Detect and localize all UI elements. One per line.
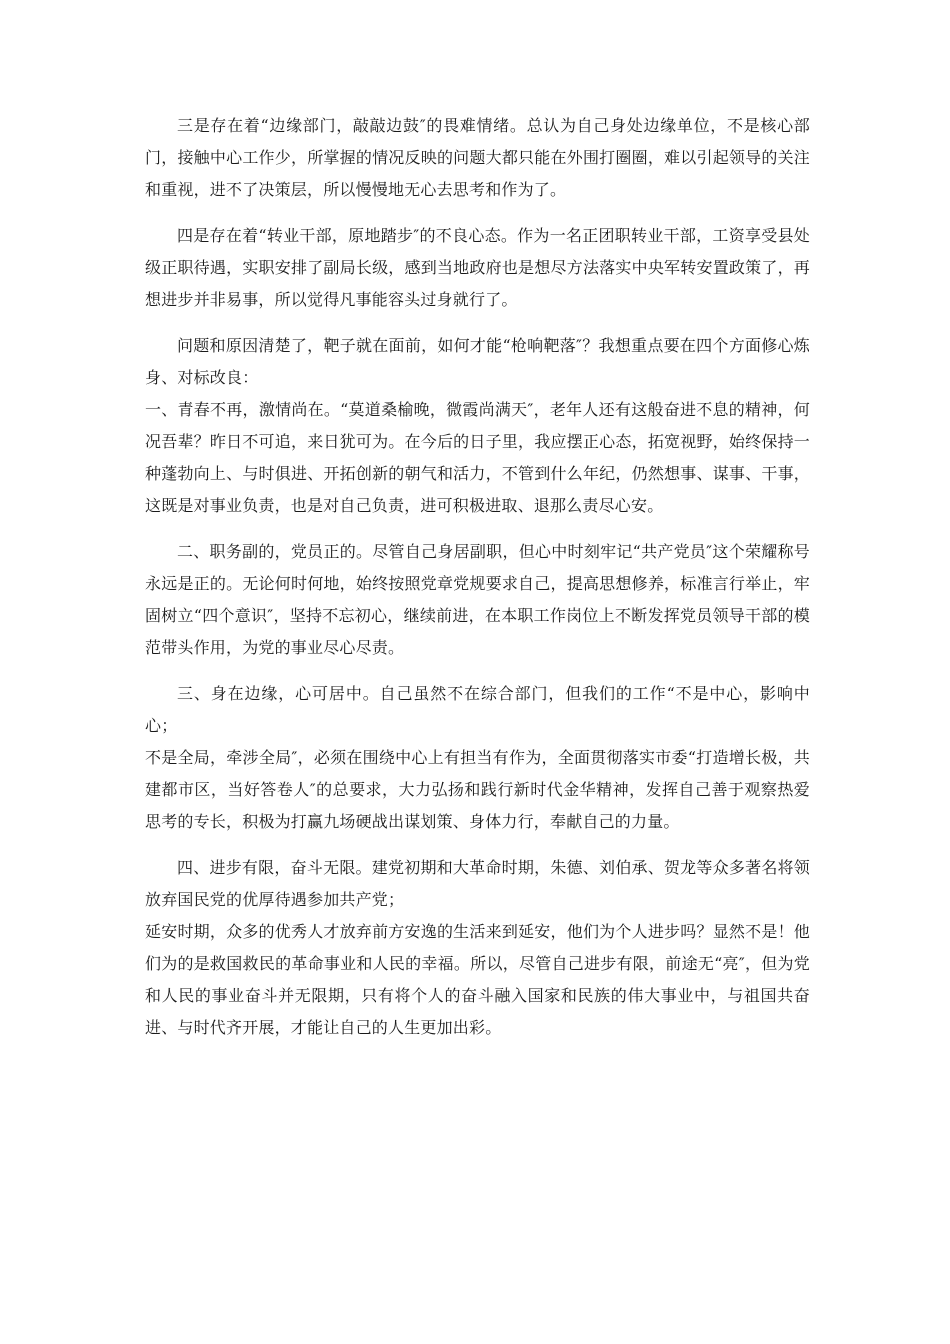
paragraph-point-one: 一、青春不再，激情尚在。“莫道桑榆晚，微霞尚满天″，老年人还有这般奋进不息的精神，何况吾辈？昨日不可追，来日犹可为。在今后的日子里，我应摆正心态，拓宽视野，始终保持一种蓬勃向上、与时俱进、开拓创新的朝气和活力，不管到什么年纪，仍然想事、谋事、干事，这既是对事业负责，也是对自己负责，进可积极进取、退那么责尽心安。	[145, 400, 810, 515]
document-body	[145, 110, 810, 1044]
paragraph-point-four-start: 四、进步有限，奋斗无限。建党初期和大革命时期，朱德、刘伯承、贺龙等众多著名将领放弃国民党的优厚待遇参加共产党；	[145, 858, 810, 909]
paragraph-problem-summary: 问题和原因清楚了，靶子就在面前，如何才能“枪响靶落″？我想重点要在四个方面修心炼身、对标改良：	[145, 336, 810, 387]
paragraph-transferred-cadre: 四是存在着“转业干部，原地踏步″的不良心态。作为一名正团职转业干部，工资享受县处级正职待遇，实职安排了副局长级，感到当地政府也是想尽方法落实中央军转安置政策了，再想进步并非易事，所以觉得凡事能容头过身就行了。	[145, 226, 810, 309]
paragraph-point-two: 二、职务副的，党员正的。尽管自己身居副职，但心中时刻牢记“共产党员″这个荣耀称号永远是正的。无论何时何地，始终按照党章党规要求自己，提高思想修养，标准言行举止，牢固树立“四个意识″，坚持不忘初心，继续前进，在本职工作岗位上不断发挥党员领导干部的模范带头作用，为党的事业尽心尽责。	[145, 542, 810, 657]
paragraph-point-four-cont: 延安时期，众多的优秀人才放弃前方安逸的生活来到延安，他们为个人进步吗？显然不是！他们为的是救国救民的革命事业和人民的幸福。所以，尽管自己进步有限，前途无“亮″，但为党和人民的事业奋斗并无限期，只有将个人的奋斗融入国家和民族的伟大事业中，与祖国共奋进、与时代齐开展，才能让自己的人生更加出彩。	[145, 922, 810, 1037]
paragraph-point-three-cont: 不是全局，牵涉全局″，必须在围绕中心上有担当有作为，全面贯彻落实市委“打造增长极，共建都市区，当好答卷人″的总要求，大力弘扬和践行新时代金华精神，发挥自己善于观察热爱思考的专长，积极为打赢九场硬战出谋划策、身体力行，奉献自己的力量。	[145, 748, 810, 831]
paragraph-point-three-start: 三、身在边缘，心可居中。自己虽然不在综合部门，但我们的工作“不是中心，影响中心；	[145, 684, 810, 735]
paragraph-border-department: 三是存在着“边缘部门，敲敲边鼓″的畏难情绪。总认为自己身处边缘单位，不是核心部门，接触中心工作少，所掌握的情况反映的问题大都只能在外围打圈圈，难以引起领导的关注和重视，进不了决策层，所以慢慢地无心去思考和作为了。	[145, 116, 810, 199]
